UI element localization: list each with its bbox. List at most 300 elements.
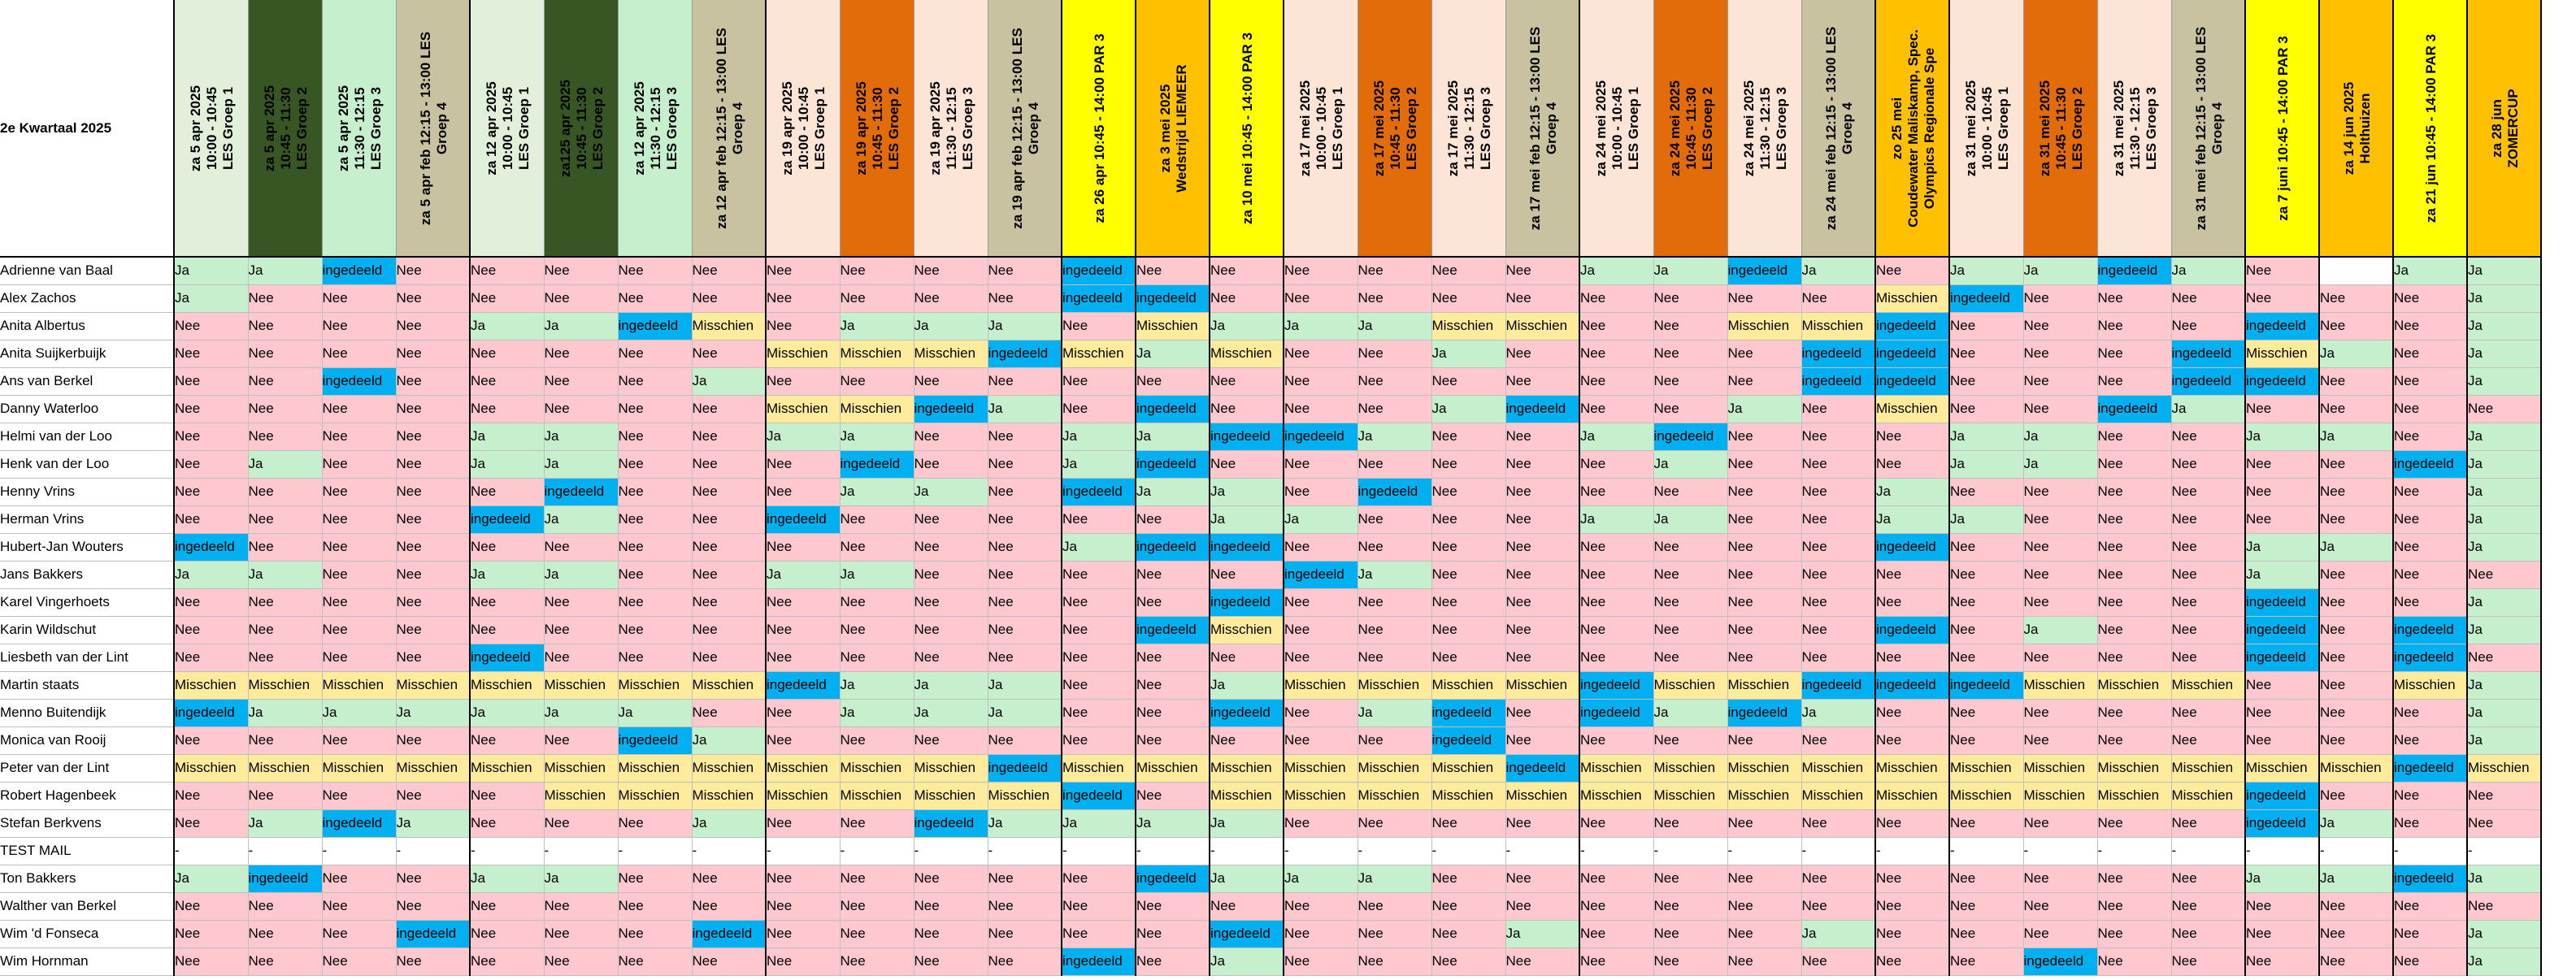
availability-cell[interactable]: Nee <box>988 505 1062 533</box>
availability-cell[interactable]: Nee <box>1505 533 1579 561</box>
availability-cell[interactable]: Nee <box>2319 699 2393 726</box>
availability-cell[interactable]: Nee <box>2393 423 2467 450</box>
availability-cell[interactable]: Nee <box>248 533 322 561</box>
availability-cell[interactable]: - <box>1136 837 1210 865</box>
person-name-cell[interactable]: Danny Waterloo <box>0 395 174 423</box>
availability-cell[interactable]: Ja <box>2171 257 2245 284</box>
availability-cell[interactable]: Nee <box>2393 920 2467 947</box>
column-header-16[interactable] <box>1284 0 1358 257</box>
availability-cell[interactable]: Nee <box>1653 395 1727 423</box>
availability-cell[interactable]: Nee <box>692 865 766 892</box>
availability-cell[interactable]: ingedeeld <box>1136 450 1210 478</box>
availability-cell[interactable]: Nee <box>1653 533 1727 561</box>
availability-cell[interactable]: Misschien <box>1653 754 1727 782</box>
availability-cell[interactable]: ingedeeld <box>618 312 692 340</box>
availability-cell[interactable]: Nee <box>692 588 766 616</box>
availability-cell[interactable]: Misschien <box>322 754 396 782</box>
availability-cell[interactable]: Nee <box>2319 561 2393 588</box>
availability-cell[interactable]: Nee <box>1801 505 1875 533</box>
availability-cell[interactable]: Ja <box>2171 395 2245 423</box>
availability-cell[interactable]: Misschien <box>840 395 914 423</box>
availability-cell[interactable]: Nee <box>1358 395 1431 423</box>
person-name-cell[interactable]: Henny Vrins <box>0 478 174 505</box>
availability-cell[interactable]: Nee <box>840 533 914 561</box>
availability-cell[interactable]: Nee <box>2023 726 2097 754</box>
availability-cell[interactable]: Nee <box>470 257 544 284</box>
availability-cell[interactable]: Nee <box>2245 699 2319 726</box>
availability-cell[interactable]: Nee <box>248 616 322 644</box>
availability-cell[interactable]: Nee <box>174 726 248 754</box>
sheet-title[interactable]: 2e Kwartaal 2025 <box>0 0 174 257</box>
availability-cell[interactable]: Ja <box>2467 450 2541 478</box>
availability-cell[interactable]: Ja <box>470 865 544 892</box>
availability-cell[interactable]: Nee <box>1579 588 1653 616</box>
availability-cell[interactable]: Misschien <box>470 671 544 699</box>
availability-cell[interactable]: Misschien <box>1505 312 1579 340</box>
availability-cell[interactable]: Misschien <box>2319 754 2393 782</box>
availability-cell[interactable]: Nee <box>988 947 1062 975</box>
availability-cell[interactable]: Nee <box>322 865 396 892</box>
column-header-23[interactable] <box>1801 0 1875 257</box>
availability-cell[interactable]: Nee <box>2171 892 2245 920</box>
availability-cell[interactable]: Nee <box>2097 505 2171 533</box>
availability-cell[interactable]: Ja <box>1284 865 1358 892</box>
availability-cell[interactable]: Nee <box>174 423 248 450</box>
availability-cell[interactable]: Nee <box>2171 284 2245 312</box>
availability-cell[interactable]: Nee <box>1801 423 1875 450</box>
availability-cell[interactable]: Nee <box>470 920 544 947</box>
availability-cell[interactable]: ingedeeld <box>248 865 322 892</box>
availability-cell[interactable]: Nee <box>1727 478 1801 505</box>
availability-cell[interactable]: Nee <box>396 865 470 892</box>
availability-cell[interactable]: Nee <box>914 726 988 754</box>
availability-cell[interactable]: Nee <box>1801 726 1875 754</box>
availability-cell[interactable]: - <box>988 837 1062 865</box>
availability-cell[interactable]: Nee <box>174 644 248 671</box>
availability-cell[interactable]: Ja <box>1136 423 1210 450</box>
availability-cell[interactable]: Nee <box>248 726 322 754</box>
availability-cell[interactable]: Ja <box>1653 257 1727 284</box>
column-header-3[interactable] <box>322 0 396 257</box>
availability-cell[interactable]: Nee <box>1727 865 1801 892</box>
availability-cell[interactable]: Nee <box>840 726 914 754</box>
availability-cell[interactable]: Ja <box>2467 312 2541 340</box>
availability-cell[interactable]: Nee <box>1431 644 1505 671</box>
availability-cell[interactable]: ingedeeld <box>544 478 618 505</box>
availability-cell[interactable]: Nee <box>1875 450 1949 478</box>
availability-cell[interactable]: Misschien <box>1801 782 1875 809</box>
availability-cell[interactable]: Nee <box>2023 588 2097 616</box>
availability-cell[interactable]: Misschien <box>692 671 766 699</box>
availability-cell[interactable]: Nee <box>2171 947 2245 975</box>
availability-cell[interactable]: Nee <box>1284 450 1358 478</box>
availability-cell[interactable]: Nee <box>322 588 396 616</box>
availability-cell[interactable]: ingedeeld <box>470 644 544 671</box>
availability-cell[interactable]: Ja <box>914 699 988 726</box>
availability-cell[interactable]: Ja <box>2467 257 2541 284</box>
availability-cell[interactable]: Nee <box>322 478 396 505</box>
column-header-4[interactable] <box>396 0 470 257</box>
availability-cell[interactable]: Misschien <box>1579 782 1653 809</box>
availability-cell[interactable]: Nee <box>1727 505 1801 533</box>
availability-cell[interactable]: Nee <box>1875 865 1949 892</box>
availability-cell[interactable]: Nee <box>396 478 470 505</box>
availability-cell[interactable]: Ja <box>840 423 914 450</box>
availability-cell[interactable]: Nee <box>692 616 766 644</box>
availability-cell[interactable]: Nee <box>1284 726 1358 754</box>
availability-cell[interactable]: Ja <box>840 671 914 699</box>
availability-cell[interactable]: Nee <box>766 478 840 505</box>
availability-cell[interactable]: Nee <box>1358 644 1431 671</box>
availability-cell[interactable]: Nee <box>322 726 396 754</box>
availability-cell[interactable]: Nee <box>1949 699 2023 726</box>
availability-cell[interactable]: Nee <box>1949 726 2023 754</box>
availability-cell[interactable]: Nee <box>2023 367 2097 395</box>
availability-cell[interactable]: Ja <box>2467 340 2541 367</box>
availability-cell[interactable]: Nee <box>1875 809 1949 837</box>
availability-cell[interactable]: - <box>1210 837 1284 865</box>
availability-cell[interactable]: Nee <box>2319 588 2393 616</box>
availability-cell[interactable]: Nee <box>1949 809 2023 837</box>
availability-cell[interactable]: Ja <box>2023 423 2097 450</box>
availability-cell[interactable]: Ja <box>1431 395 1505 423</box>
availability-cell[interactable]: Nee <box>396 423 470 450</box>
availability-cell[interactable]: Ja <box>2467 284 2541 312</box>
availability-cell[interactable]: Ja <box>1136 809 1210 837</box>
availability-cell[interactable]: Misschien <box>988 782 1062 809</box>
availability-cell[interactable]: - <box>322 837 396 865</box>
availability-cell[interactable]: Misschien <box>766 340 840 367</box>
availability-cell[interactable]: Nee <box>1949 865 2023 892</box>
availability-cell[interactable]: Ja <box>2245 561 2319 588</box>
availability-cell[interactable]: Nee <box>322 782 396 809</box>
availability-cell[interactable]: Nee <box>766 947 840 975</box>
availability-cell[interactable]: Nee <box>1727 284 1801 312</box>
availability-cell[interactable]: Ja <box>914 478 988 505</box>
availability-cell[interactable]: Nee <box>470 395 544 423</box>
availability-cell[interactable]: Nee <box>988 726 1062 754</box>
column-header-17[interactable] <box>1358 0 1431 257</box>
availability-cell[interactable]: Nee <box>2023 865 2097 892</box>
column-header-8[interactable] <box>692 0 766 257</box>
column-header-11[interactable] <box>914 0 988 257</box>
availability-cell[interactable]: Ja <box>1210 809 1284 837</box>
availability-cell[interactable]: Nee <box>1875 257 1949 284</box>
availability-cell[interactable]: Nee <box>396 395 470 423</box>
availability-cell[interactable]: Nee <box>396 257 470 284</box>
availability-cell[interactable]: Nee <box>1136 947 1210 975</box>
availability-cell[interactable]: Nee <box>1431 561 1505 588</box>
availability-cell[interactable]: Nee <box>840 616 914 644</box>
availability-cell[interactable]: Nee <box>470 588 544 616</box>
availability-cell[interactable]: Nee <box>914 367 988 395</box>
availability-cell[interactable]: Ja <box>1062 423 1136 450</box>
availability-cell[interactable]: Nee <box>2171 726 2245 754</box>
availability-cell[interactable]: Nee <box>174 782 248 809</box>
availability-cell[interactable]: Ja <box>840 699 914 726</box>
availability-cell[interactable]: Nee <box>1136 588 1210 616</box>
availability-cell[interactable]: Nee <box>1949 367 2023 395</box>
availability-cell[interactable]: Nee <box>1431 865 1505 892</box>
availability-cell[interactable]: ingedeeld <box>1579 699 1653 726</box>
availability-cell[interactable]: Ja <box>1579 423 1653 450</box>
availability-cell[interactable]: ingedeeld <box>1801 367 1875 395</box>
availability-cell[interactable]: Nee <box>2023 644 2097 671</box>
availability-cell[interactable]: ingedeeld <box>1875 340 1949 367</box>
availability-cell[interactable]: Nee <box>1875 644 1949 671</box>
availability-cell[interactable]: Nee <box>1358 257 1431 284</box>
availability-cell[interactable]: Nee <box>248 644 322 671</box>
availability-cell[interactable]: ingedeeld <box>2171 367 2245 395</box>
availability-cell[interactable]: Nee <box>1727 726 1801 754</box>
person-name-cell[interactable]: Ans van Berkel <box>0 367 174 395</box>
availability-cell[interactable]: Nee <box>2319 478 2393 505</box>
availability-cell[interactable]: Nee <box>1136 367 1210 395</box>
availability-cell[interactable]: Nee <box>2171 312 2245 340</box>
availability-cell[interactable]: Nee <box>1727 450 1801 478</box>
availability-cell[interactable]: Nee <box>1579 865 1653 892</box>
availability-cell[interactable]: Nee <box>1505 616 1579 644</box>
availability-cell[interactable]: Nee <box>692 450 766 478</box>
availability-cell[interactable]: Nee <box>914 505 988 533</box>
availability-cell[interactable]: Nee <box>2023 699 2097 726</box>
person-name-cell[interactable]: Hubert-Jan Wouters <box>0 533 174 561</box>
availability-cell[interactable]: Nee <box>618 478 692 505</box>
availability-cell[interactable]: Nee <box>2393 505 2467 533</box>
availability-cell[interactable]: Nee <box>2393 395 2467 423</box>
availability-cell[interactable]: Nee <box>248 284 322 312</box>
availability-cell[interactable]: Nee <box>988 644 1062 671</box>
availability-cell[interactable]: Nee <box>174 920 248 947</box>
availability-cell[interactable]: Nee <box>840 284 914 312</box>
availability-cell[interactable]: Misschien <box>1727 754 1801 782</box>
availability-cell[interactable]: Nee <box>1801 395 1875 423</box>
availability-cell[interactable]: Ja <box>1801 699 1875 726</box>
availability-cell[interactable]: Nee <box>248 947 322 975</box>
availability-cell[interactable]: Misschien <box>1875 754 1949 782</box>
availability-cell[interactable]: Nee <box>840 644 914 671</box>
availability-cell[interactable]: Ja <box>544 423 618 450</box>
availability-cell[interactable]: Ja <box>988 699 1062 726</box>
availability-cell[interactable]: Nee <box>2393 561 2467 588</box>
availability-cell[interactable]: Nee <box>1801 450 1875 478</box>
availability-cell[interactable]: Misschien <box>174 754 248 782</box>
availability-cell[interactable]: Nee <box>2393 533 2467 561</box>
availability-cell[interactable]: Nee <box>1727 340 1801 367</box>
availability-cell[interactable]: Nee <box>2467 809 2541 837</box>
availability-cell[interactable]: Nee <box>1653 644 1727 671</box>
availability-cell[interactable]: Nee <box>618 947 692 975</box>
availability-cell[interactable]: Nee <box>1727 920 1801 947</box>
availability-cell[interactable]: ingedeeld <box>1875 367 1949 395</box>
availability-cell[interactable]: Nee <box>618 257 692 284</box>
availability-cell[interactable]: Nee <box>1653 616 1727 644</box>
availability-cell[interactable]: Ja <box>1801 920 1875 947</box>
availability-cell[interactable]: ingedeeld <box>2393 865 2467 892</box>
availability-cell[interactable] <box>2319 257 2393 284</box>
availability-cell[interactable]: Nee <box>174 450 248 478</box>
availability-cell[interactable]: Nee <box>1431 533 1505 561</box>
availability-cell[interactable]: Nee <box>618 616 692 644</box>
availability-cell[interactable]: Misschien <box>544 754 618 782</box>
availability-cell[interactable]: ingedeeld <box>1949 671 2023 699</box>
availability-cell[interactable]: Nee <box>618 533 692 561</box>
availability-cell[interactable]: ingedeeld <box>174 699 248 726</box>
availability-cell[interactable]: Nee <box>1949 616 2023 644</box>
availability-cell[interactable]: Nee <box>322 284 396 312</box>
availability-cell[interactable]: Nee <box>1358 947 1431 975</box>
availability-cell[interactable]: Nee <box>2319 450 2393 478</box>
availability-cell[interactable]: Nee <box>1949 588 2023 616</box>
availability-cell[interactable]: Nee <box>1136 505 1210 533</box>
availability-cell[interactable]: Nee <box>1062 865 1136 892</box>
column-header-13[interactable] <box>1062 0 1136 257</box>
availability-cell[interactable]: Nee <box>1358 533 1431 561</box>
availability-cell[interactable]: Misschien <box>1358 754 1431 782</box>
availability-cell[interactable]: Nee <box>766 865 840 892</box>
availability-cell[interactable]: - <box>2319 837 2393 865</box>
availability-cell[interactable]: Misschien <box>1210 616 1284 644</box>
availability-cell[interactable]: Nee <box>840 892 914 920</box>
availability-cell[interactable]: Nee <box>766 367 840 395</box>
availability-cell[interactable]: Nee <box>988 533 1062 561</box>
availability-cell[interactable]: Misschien <box>470 754 544 782</box>
availability-cell[interactable]: Nee <box>2171 533 2245 561</box>
availability-cell[interactable]: Nee <box>2097 865 2171 892</box>
availability-cell[interactable]: ingedeeld <box>1875 533 1949 561</box>
availability-cell[interactable]: Nee <box>174 588 248 616</box>
availability-cell[interactable]: Nee <box>1875 892 1949 920</box>
availability-cell[interactable]: Nee <box>914 588 988 616</box>
availability-cell[interactable]: Ja <box>2467 671 2541 699</box>
availability-cell[interactable]: Nee <box>2319 284 2393 312</box>
availability-cell[interactable]: Ja <box>544 450 618 478</box>
availability-cell[interactable]: Nee <box>544 644 618 671</box>
availability-cell[interactable]: ingedeeld <box>1505 395 1579 423</box>
availability-cell[interactable]: Nee <box>544 340 618 367</box>
availability-cell[interactable]: Nee <box>1949 395 2023 423</box>
availability-cell[interactable]: Nee <box>322 561 396 588</box>
availability-cell[interactable]: Nee <box>692 340 766 367</box>
availability-cell[interactable]: Nee <box>1505 450 1579 478</box>
availability-cell[interactable]: Misschien <box>1062 754 1136 782</box>
availability-cell[interactable]: Ja <box>1949 505 2023 533</box>
availability-cell[interactable]: Nee <box>840 865 914 892</box>
availability-cell[interactable]: Misschien <box>914 754 988 782</box>
availability-cell[interactable]: ingedeeld <box>766 505 840 533</box>
availability-cell[interactable]: Nee <box>1801 478 1875 505</box>
availability-cell[interactable]: Ja <box>2467 423 2541 450</box>
column-header-21[interactable] <box>1653 0 1727 257</box>
availability-cell[interactable]: - <box>2023 837 2097 865</box>
availability-cell[interactable]: Ja <box>766 561 840 588</box>
availability-cell[interactable]: ingedeeld <box>2023 947 2097 975</box>
person-name-cell[interactable]: Jans Bakkers <box>0 561 174 588</box>
availability-cell[interactable]: Nee <box>1358 588 1431 616</box>
availability-cell[interactable]: Misschien <box>2171 671 2245 699</box>
availability-cell[interactable]: - <box>1875 837 1949 865</box>
availability-cell[interactable]: Nee <box>1949 312 2023 340</box>
availability-cell[interactable]: Nee <box>1062 671 1136 699</box>
availability-cell[interactable]: Ja <box>1875 478 1949 505</box>
availability-cell[interactable]: ingedeeld <box>1136 616 1210 644</box>
availability-cell[interactable]: Nee <box>840 257 914 284</box>
availability-cell[interactable]: Misschien <box>1949 782 2023 809</box>
availability-cell[interactable]: Nee <box>692 395 766 423</box>
availability-cell[interactable]: - <box>1801 837 1875 865</box>
availability-cell[interactable]: Misschien <box>248 671 322 699</box>
availability-cell[interactable]: Nee <box>988 284 1062 312</box>
availability-cell[interactable]: Nee <box>2097 588 2171 616</box>
availability-cell[interactable]: Nee <box>248 920 322 947</box>
availability-cell[interactable]: ingedeeld <box>2245 782 2319 809</box>
availability-cell[interactable]: Nee <box>618 450 692 478</box>
availability-cell[interactable]: Nee <box>1505 809 1579 837</box>
availability-cell[interactable]: Ja <box>1653 450 1727 478</box>
availability-cell[interactable]: Nee <box>2171 423 2245 450</box>
availability-cell[interactable]: Nee <box>1062 395 1136 423</box>
availability-cell[interactable]: Nee <box>1136 644 1210 671</box>
availability-cell[interactable]: Misschien <box>1210 782 1284 809</box>
availability-cell[interactable]: Nee <box>1653 892 1727 920</box>
availability-cell[interactable]: ingedeeld <box>2393 754 2467 782</box>
availability-cell[interactable]: Nee <box>1284 892 1358 920</box>
availability-cell[interactable]: ingedeeld <box>1431 699 1505 726</box>
availability-cell[interactable]: Nee <box>2319 726 2393 754</box>
availability-cell[interactable]: Misschien <box>1358 671 1431 699</box>
availability-cell[interactable]: Ja <box>2467 947 2541 975</box>
availability-cell[interactable]: Misschien <box>2245 340 2319 367</box>
availability-cell[interactable]: Nee <box>1062 588 1136 616</box>
availability-cell[interactable]: Nee <box>1062 561 1136 588</box>
availability-cell[interactable]: Ja <box>1358 699 1431 726</box>
availability-cell[interactable]: Nee <box>1136 920 1210 947</box>
availability-cell[interactable]: Nee <box>1653 920 1727 947</box>
availability-cell[interactable]: Ja <box>1727 395 1801 423</box>
availability-cell[interactable]: Ja <box>988 312 1062 340</box>
person-name-cell[interactable]: Wim Hornman <box>0 947 174 975</box>
availability-cell[interactable]: Misschien <box>2245 754 2319 782</box>
availability-cell[interactable]: Nee <box>1653 947 1727 975</box>
availability-cell[interactable]: ingedeeld <box>2097 257 2171 284</box>
availability-cell[interactable]: Nee <box>544 892 618 920</box>
availability-cell[interactable]: Nee <box>1062 616 1136 644</box>
availability-cell[interactable]: Nee <box>396 616 470 644</box>
availability-cell[interactable]: Nee <box>396 450 470 478</box>
availability-cell[interactable]: Nee <box>1358 450 1431 478</box>
availability-cell[interactable]: ingedeeld <box>322 809 396 837</box>
availability-cell[interactable]: Nee <box>692 644 766 671</box>
availability-cell[interactable]: Nee <box>2319 395 2393 423</box>
availability-cell[interactable]: Nee <box>470 284 544 312</box>
availability-cell[interactable]: Nee <box>1801 533 1875 561</box>
availability-cell[interactable]: Nee <box>840 947 914 975</box>
availability-cell[interactable]: ingedeeld <box>1062 257 1136 284</box>
availability-cell[interactable]: Nee <box>1431 450 1505 478</box>
availability-cell[interactable]: Nee <box>1284 809 1358 837</box>
availability-cell[interactable]: Nee <box>1505 423 1579 450</box>
person-name-cell[interactable]: Helmi van der Loo <box>0 423 174 450</box>
availability-cell[interactable]: Nee <box>2393 340 2467 367</box>
availability-cell[interactable]: Ja <box>544 561 618 588</box>
availability-cell[interactable]: Ja <box>174 865 248 892</box>
availability-cell[interactable]: Nee <box>2097 947 2171 975</box>
column-header-19[interactable] <box>1505 0 1579 257</box>
availability-cell[interactable]: Nee <box>248 478 322 505</box>
availability-cell[interactable]: Nee <box>396 284 470 312</box>
availability-cell[interactable]: Ja <box>1579 505 1653 533</box>
availability-cell[interactable]: Nee <box>1062 367 1136 395</box>
